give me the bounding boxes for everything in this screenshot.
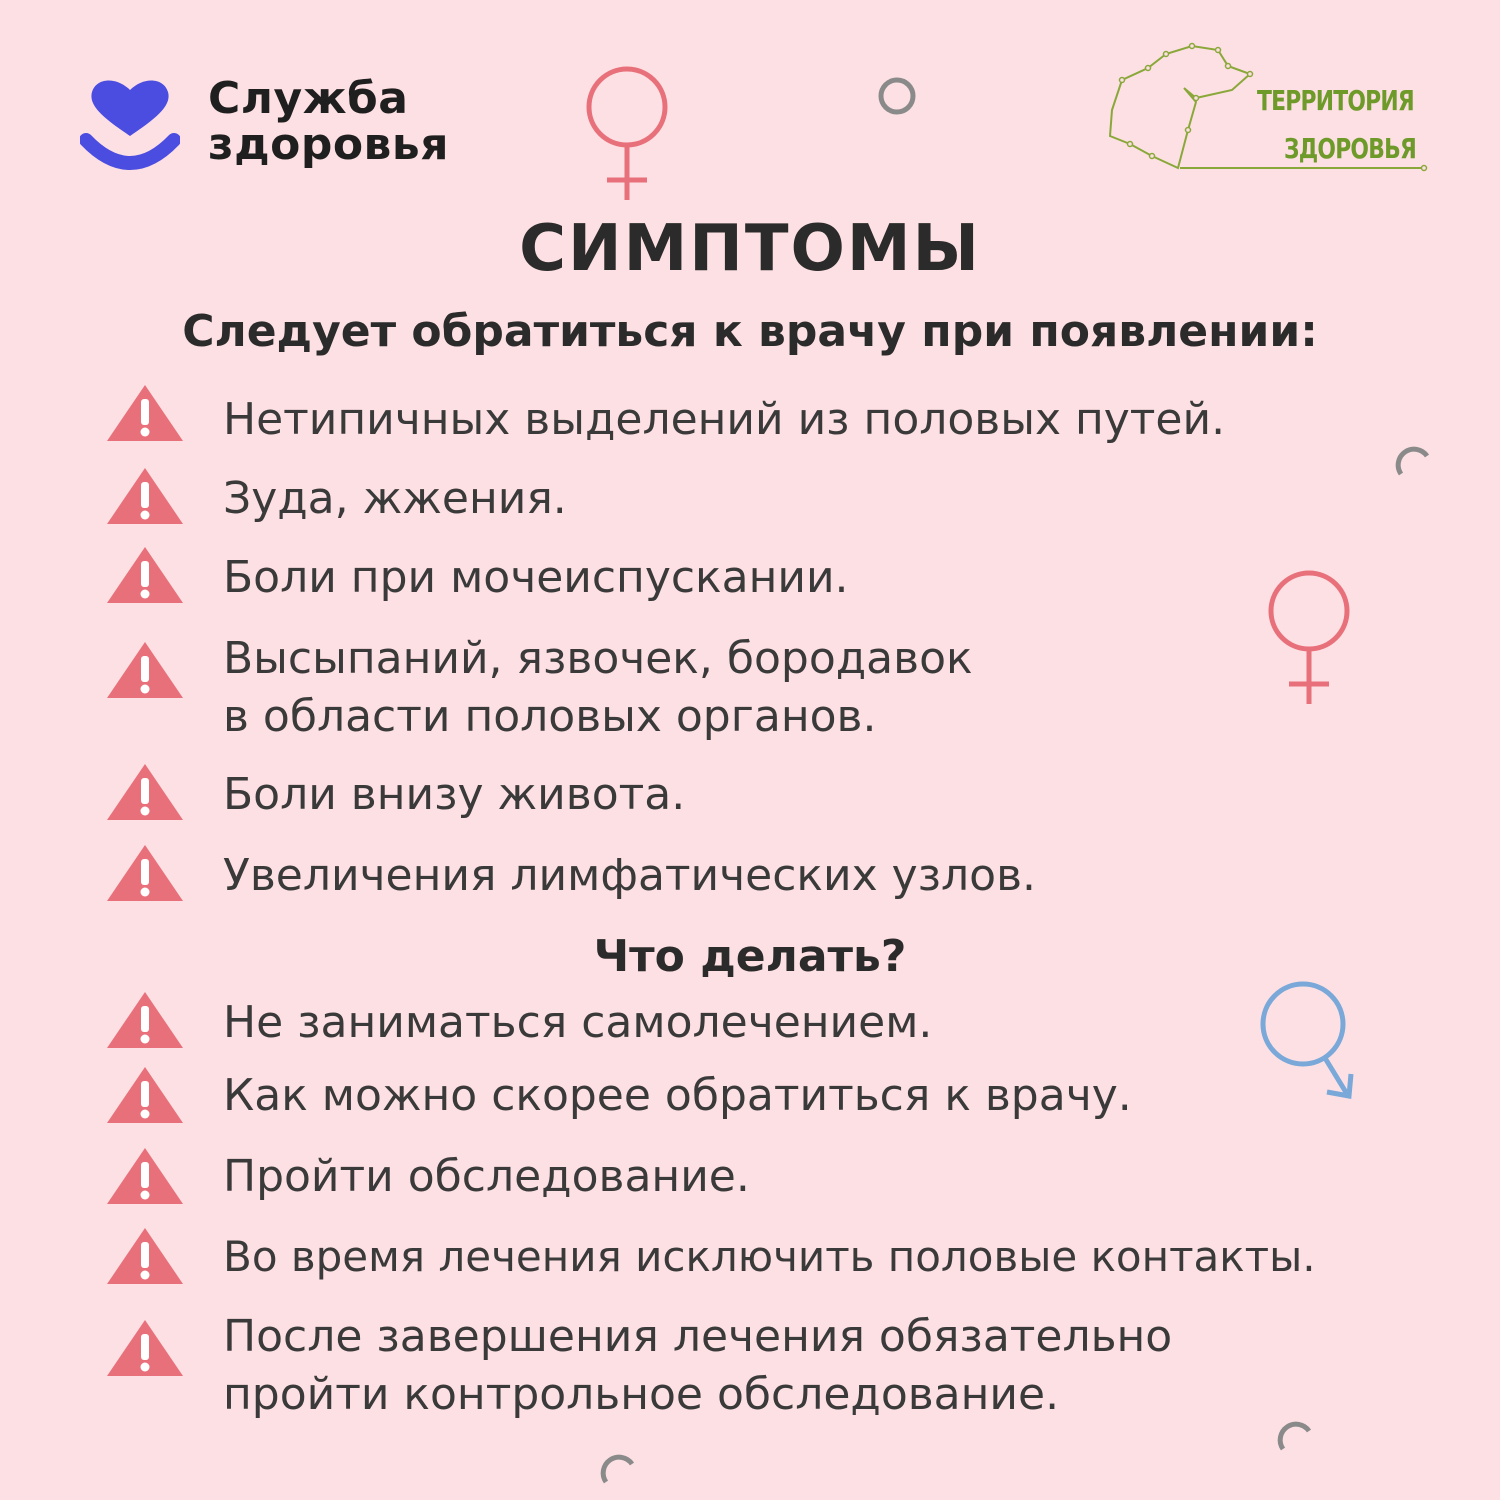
logo-right-line-1: ТЕРРИТОРИЯ	[1257, 84, 1414, 117]
arc-decoration-icon	[598, 1448, 638, 1488]
mars-symbol-icon	[1255, 978, 1365, 1103]
warning-triangle-icon	[105, 843, 185, 903]
warning-triangle-icon	[105, 466, 185, 526]
symptom-text: Зуда, жжения.	[223, 473, 567, 524]
action-text: После завершения лечения обязательно	[223, 1311, 1173, 1362]
symptom-text: Высыпаний, язвочек, бородавок	[223, 633, 973, 684]
brand-line-1: Служба	[208, 73, 409, 124]
symptoms-heading: Следует обратиться к врачу при появлении:	[182, 306, 1318, 357]
heart-smile-icon	[80, 74, 180, 174]
logo-right-line-2: ЗДОРОВЬЯ	[1284, 132, 1416, 165]
actions-heading: Что делать?	[593, 931, 907, 982]
warning-triangle-icon	[105, 990, 185, 1050]
warning-triangle-icon	[105, 545, 185, 605]
arc-decoration-icon	[1393, 440, 1433, 480]
page-title: СИМПТОМЫ	[519, 212, 981, 286]
symptom-text: Нетипичных выделений из половых путей.	[223, 394, 1226, 445]
action-text-line-2: пройти контрольное обследование.	[223, 1369, 1060, 1420]
brand-name	[208, 73, 449, 170]
action-text: Во время лечения исключить половые контакты.	[223, 1232, 1316, 1281]
action-text: Пройти обследование.	[223, 1151, 750, 1202]
warning-triangle-icon	[105, 640, 185, 700]
action-text: Не заниматься самолечением.	[223, 997, 933, 1048]
logo-sluzhba-zdorovya	[80, 70, 500, 180]
symptom-text: Боли при мочеиспускании.	[223, 552, 849, 603]
symptom-text: Увеличения лимфатических узлов.	[223, 850, 1036, 901]
symptom-text: Боли внизу живота.	[223, 769, 686, 820]
warning-triangle-icon	[105, 1226, 185, 1286]
warning-triangle-icon	[105, 1146, 185, 1206]
ring-decoration-icon	[876, 75, 918, 117]
warning-triangle-icon	[105, 762, 185, 822]
symptom-text-line-2: в области половых органов.	[223, 691, 877, 742]
warning-triangle-icon	[105, 383, 185, 443]
logo-territoriya-zdorovya	[1100, 40, 1430, 180]
arc-decoration-icon	[1275, 1415, 1315, 1455]
brand-line-2: здоровья	[208, 119, 449, 170]
action-text: Как можно скорее обратиться к врачу.	[223, 1070, 1132, 1121]
venus-symbol-icon	[1264, 566, 1354, 706]
venus-symbol-icon	[582, 62, 672, 202]
warning-triangle-icon	[105, 1065, 185, 1125]
warning-triangle-icon	[105, 1318, 185, 1378]
